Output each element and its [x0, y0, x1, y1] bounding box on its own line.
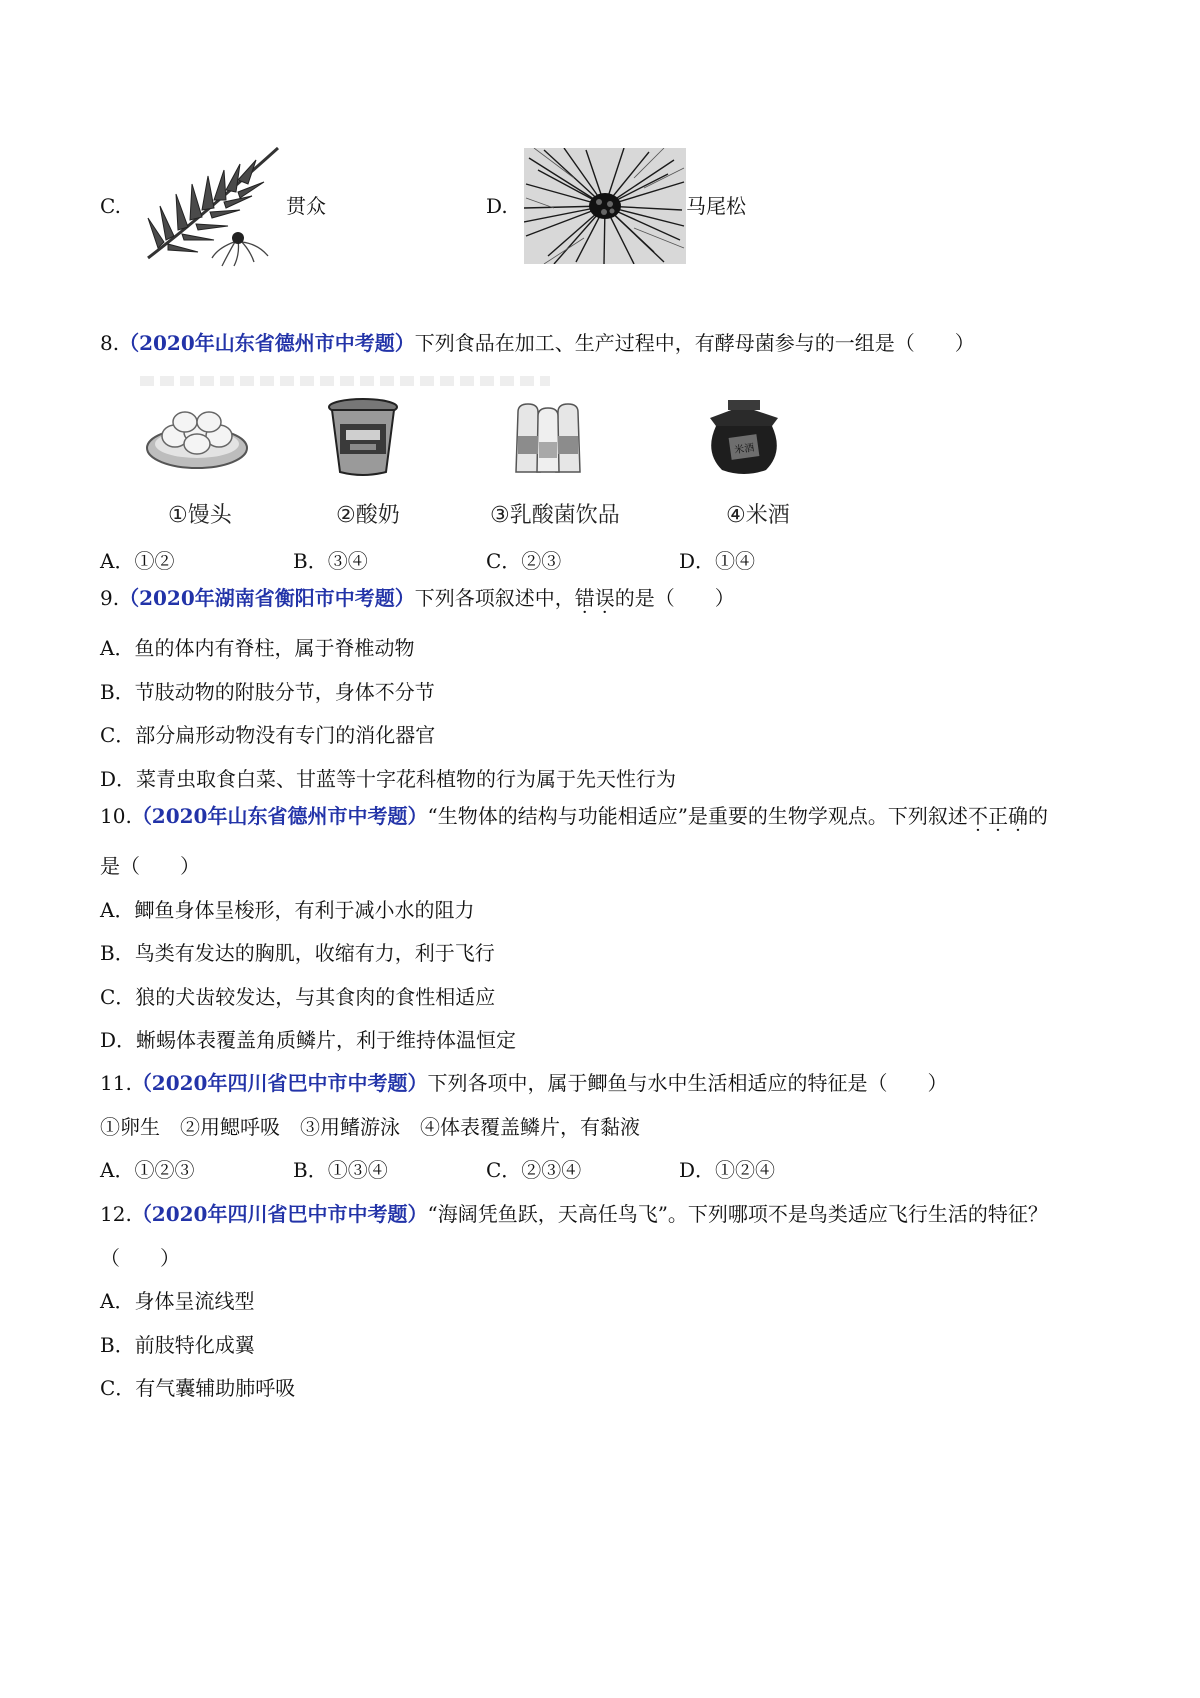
- q11-stem: 下列各项中，属于鲫鱼与水中生活相适应的特征是（ ）: [427, 1071, 948, 1095]
- q10-emph-char-3: 确: [1007, 804, 1028, 828]
- q8-source: （2020年山东省德州市中考题）: [119, 331, 415, 355]
- q7-option-d-name: 马尾松: [686, 194, 746, 218]
- q12-stem-line: [100, 1204, 1048, 1224]
- q11-option-c: C．②③④: [486, 1158, 582, 1182]
- pine-mawei-image: [524, 148, 686, 264]
- q12-option-a: A．身体呈流线型: [100, 1289, 255, 1313]
- q8-number: 8.: [100, 331, 120, 355]
- food-label-1: ①馒头: [168, 503, 232, 528]
- q9-emph-char-2: 误: [594, 586, 615, 610]
- q10-source: （2020年山东省德州市中考题）: [131, 804, 428, 828]
- q10-stem-post: 的: [1027, 804, 1048, 828]
- q8-option-b: B．③④: [293, 549, 368, 573]
- fern-guanzhong-image: [138, 140, 288, 268]
- jar-label-text: 米酒: [733, 442, 756, 457]
- faded-caption-strip: [140, 376, 550, 386]
- q9-source: （2020年湖南省衡阳市中考题）: [119, 586, 415, 610]
- q10-option-d: D．蜥蜴体表覆盖角质鳞片，利于维持体温恒定: [100, 1028, 517, 1052]
- q12-source: （2020年四川省巴中市中考题）: [131, 1202, 428, 1226]
- q7-option-c-name: 贯众: [286, 194, 326, 218]
- q7-option-c-letter: C.: [100, 194, 121, 218]
- yakult-bottles-image: [512, 398, 586, 476]
- q11-stem-line: [100, 1073, 947, 1093]
- q12-option-b: B．前肢特化成翼: [100, 1333, 255, 1357]
- q8-stem-line: [100, 333, 975, 353]
- q11-number: 11.: [100, 1071, 132, 1095]
- q9-option-a: A．鱼的体内有脊柱，属于脊椎动物: [100, 636, 415, 660]
- q8-option-d: D．①④: [679, 549, 756, 573]
- q11-option-d: D．①②④: [679, 1158, 776, 1182]
- q8-option-c: C．②③: [486, 549, 562, 573]
- q9-stem-line: [100, 588, 735, 608]
- q10-option-c: C．狼的犬齿较发达，与其食肉的食性相适应: [100, 985, 496, 1009]
- q9-stem-post: 的是（ ）: [614, 586, 735, 610]
- q12-option-c: C．有气囊辅助肺呼吸: [100, 1376, 296, 1400]
- food-label-2: ②酸奶: [336, 503, 400, 528]
- q10-stem-pre: “生物体的结构与功能相适应”是重要的生物学观点。下列叙述: [427, 804, 968, 828]
- steamed-buns-image: [145, 398, 250, 470]
- q9-emph-char-1: 错: [574, 586, 595, 610]
- q9-number: 9.: [100, 586, 120, 610]
- q7-option-d-letter: D.: [486, 194, 508, 218]
- q9-option-b: B．节肢动物的附肢分节，身体不分节: [100, 680, 435, 704]
- q11-source: （2020年四川省巴中市中考题）: [131, 1071, 428, 1095]
- q12-stem: “海阔凭鱼跃，天高任鸟飞”。下列哪项不是鸟类适应飞行生活的特征？: [427, 1202, 1048, 1226]
- q10-option-a: A．鲫鱼身体呈梭形，有利于减小水的阻力: [100, 898, 475, 922]
- q10-emph-char-2: 正: [987, 804, 1008, 828]
- q10-stem-line2: 是（ ）: [100, 854, 200, 878]
- rice-wine-jar-image: [702, 396, 786, 478]
- q11-items: ①卵生 ②用鳃呼吸 ③用鳍游泳 ④体表覆盖鳞片，有黏液: [100, 1115, 640, 1139]
- q10-emph-char-1: 不: [967, 804, 988, 828]
- q9-option-d: D．菜青虫取食白菜、甘蓝等十字花科植物的行为属于先天性行为: [100, 767, 677, 791]
- q10-number: 10.: [100, 804, 132, 828]
- q11-option-b: B．①③④: [293, 1158, 388, 1182]
- q9-option-c: C．部分扁形动物没有专门的消化器官: [100, 723, 436, 747]
- q9-stem-pre: 下列各项叙述中，: [414, 586, 575, 610]
- q12-number: 12.: [100, 1202, 132, 1226]
- food-label-4: ④米酒: [726, 503, 790, 528]
- q10-stem-line: [100, 806, 1048, 826]
- q8-option-a: A．①②: [100, 549, 175, 573]
- q12-stem-line2: （ ）: [100, 1246, 180, 1270]
- yogurt-cup-image: [328, 398, 398, 478]
- food-label-3: ③乳酸菌饮品: [490, 503, 620, 528]
- q11-option-a: A．①②③: [100, 1158, 195, 1182]
- q8-stem: 下列食品在加工、生产过程中，有酵母菌参与的一组是（ ）: [414, 331, 975, 355]
- q10-option-b: B．鸟类有发达的胸肌，收缩有力，利于飞行: [100, 941, 495, 965]
